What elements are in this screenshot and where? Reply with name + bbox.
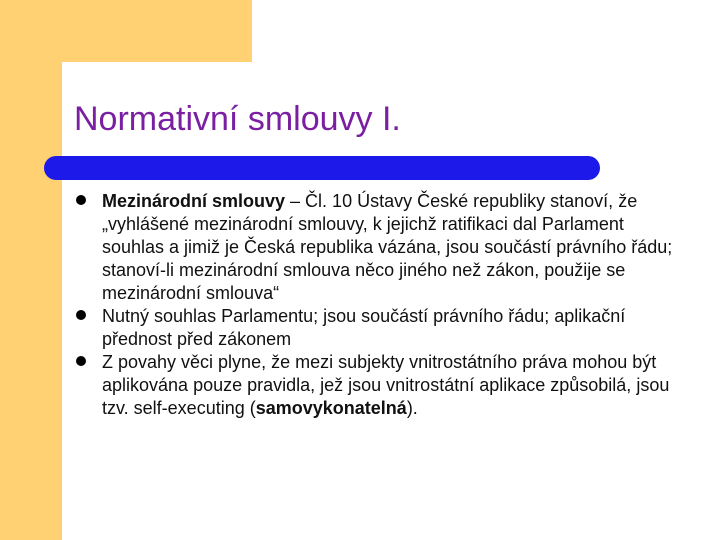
- bullet-bold-term: samovykonatelná: [255, 398, 407, 418]
- decor-left-strip: [0, 0, 62, 540]
- bullet-text: Nutný souhlas Parlamentu; jsou součástí právního řádu; aplikační přednost před zákonem: [102, 306, 626, 349]
- bullet-text: – Čl. 10 Ústavy České republiky stanoví, že „vyhlášené mezinárodní smlouvy, k jejichž ratifikaci dal Parlament souhlas a jimiž je Česká republika vázána, jsou součástí právního řádu; stanoví-li mezinárodní smlouva něco jiného než zákon, použije se mezinárodní smlouva“: [102, 191, 673, 303]
- bullet-list: [74, 190, 686, 420]
- bullet-item: [74, 351, 686, 420]
- bullet-text: Z povahy věci plyne, že mezi subjekty vnitrostátního práva mohou být aplikována pouze pravidla, jež jsou vnitrostátní aplikace způsobilá, jsou tzv. self-executing (: [102, 352, 670, 418]
- title-underline-bar: [44, 156, 600, 180]
- bullet-item: [74, 190, 686, 305]
- bullet-dot-icon: [76, 195, 86, 205]
- bullet-dot-icon: [76, 356, 86, 366]
- bullet-item: [74, 305, 686, 351]
- bullet-dot-icon: [76, 310, 86, 320]
- bullet-tail: ).: [406, 398, 418, 418]
- slide-title: Normativní smlouvy I.: [74, 100, 401, 138]
- bullet-lead: Mezinárodní smlouvy: [102, 191, 286, 211]
